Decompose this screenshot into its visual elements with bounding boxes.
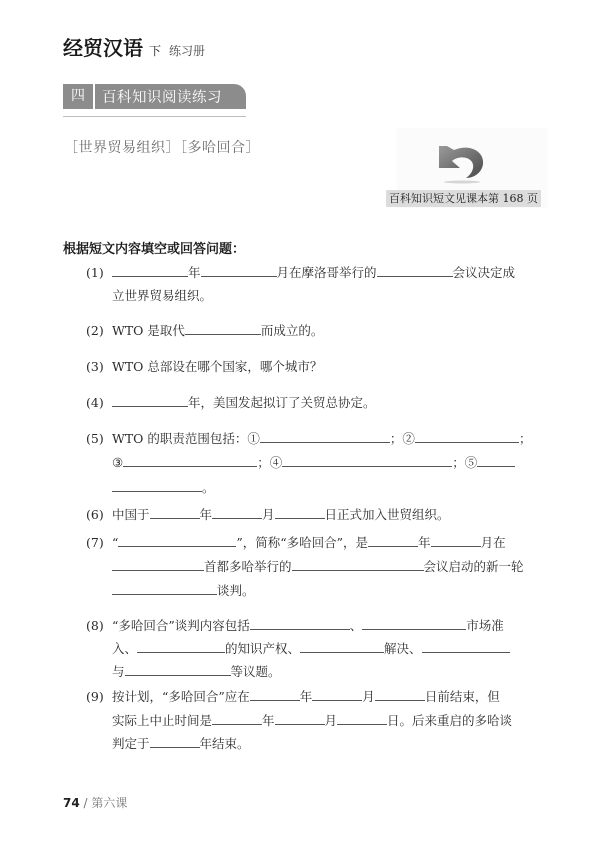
blank-field[interactable] — [185, 320, 261, 335]
blank-field[interactable] — [377, 262, 453, 277]
section-divider — [63, 116, 246, 117]
blank-field[interactable] — [118, 532, 236, 547]
question-text: 年 — [188, 265, 201, 280]
question-text: 年 — [418, 535, 431, 550]
question-index: (5) — [86, 431, 104, 446]
question-text: 按计划，“多哈回合”应在 — [112, 689, 250, 704]
book-header — [63, 32, 205, 61]
blank-field[interactable] — [422, 638, 510, 653]
question-8 — [86, 614, 504, 638]
question-text: 日前结束，但 — [424, 689, 500, 704]
blank-field[interactable] — [250, 615, 350, 630]
question-7 — [86, 531, 506, 555]
question-text: 年结束。 — [199, 736, 250, 751]
question-1-cont — [112, 284, 212, 308]
question-text: 立世界贸易组织。 — [112, 288, 213, 303]
book-title: 经贸汉语 — [63, 36, 143, 60]
blank-field[interactable] — [137, 638, 225, 653]
question-text: WTO 的职责范围包括：① — [112, 431, 260, 446]
question-2 — [86, 319, 323, 343]
question-text: 解决、 — [384, 641, 422, 656]
blank-field[interactable] — [150, 733, 200, 748]
book-volume: 下 — [149, 44, 162, 58]
question-index: (7) — [86, 535, 104, 550]
question-text: ；⑤ — [452, 455, 478, 470]
blank-field[interactable] — [477, 452, 515, 467]
blank-field[interactable] — [282, 452, 452, 467]
question-7-cont — [112, 555, 524, 579]
blank-field[interactable] — [362, 615, 466, 630]
question-index: (8) — [86, 618, 104, 633]
page-number: 74 — [63, 796, 80, 810]
blank-field[interactable] — [431, 532, 481, 547]
question-text: 年 — [299, 689, 313, 704]
question-9 — [86, 685, 500, 709]
question-text: 而成立的。 — [260, 323, 324, 338]
blank-field[interactable] — [250, 686, 300, 701]
question-text: 年 — [262, 713, 275, 728]
blank-field[interactable] — [337, 710, 387, 725]
blank-field[interactable] — [275, 710, 325, 725]
question-text: 实际上中止时间是 — [112, 713, 213, 728]
question-index: (1) — [86, 265, 104, 280]
question-index: (4) — [86, 395, 104, 410]
question-text: 判定于 — [112, 736, 150, 751]
blank-field[interactable] — [112, 556, 204, 571]
question-text: 的知识产权、 — [225, 641, 301, 656]
question-text: 月 — [324, 713, 338, 728]
question-7-cont2 — [112, 579, 255, 603]
question-text: WTO 是取代 — [112, 323, 185, 338]
blank-field[interactable] — [212, 504, 262, 519]
question-6 — [86, 503, 450, 527]
page-footer — [63, 794, 127, 811]
blank-field[interactable] — [112, 477, 202, 492]
question-5-cont2 — [112, 476, 215, 500]
question-text: 会议启动的新一轮 — [423, 559, 524, 574]
question-text: 年，美国发起拟订了关贸总协定。 — [188, 395, 376, 410]
blank-field[interactable] — [300, 638, 384, 653]
question-text: ”，简称“多哈回合”，是 — [236, 535, 369, 550]
book-subtitle: 练习册 — [169, 44, 206, 58]
blank-field[interactable] — [375, 686, 425, 701]
question-1 — [86, 261, 515, 285]
blank-field[interactable] — [275, 504, 325, 519]
topic-tags: ［世界贸易组织］［多哈回合］ — [64, 140, 260, 156]
question-index: (2) — [86, 323, 104, 338]
question-text: 首都多哈举行的 — [204, 559, 292, 574]
return-arrow-icon — [436, 142, 488, 184]
question-text: 会议决定成 — [452, 265, 516, 280]
question-text: ；④ — [257, 455, 283, 470]
question-text: 年 — [199, 507, 213, 522]
question-text: 等议题。 — [230, 664, 281, 679]
question-text: 月在摩洛哥举行的 — [276, 265, 377, 280]
section-heading — [63, 84, 246, 109]
question-9-cont — [112, 709, 512, 733]
question-text: 月 — [362, 689, 375, 704]
blank-field[interactable] — [112, 262, 188, 277]
question-index: (9) — [86, 689, 104, 704]
question-text: ； — [518, 431, 532, 446]
question-text: ；② — [389, 431, 415, 446]
question-text: 与 — [112, 664, 125, 679]
question-text: 中国于 — [112, 507, 150, 522]
reference-caption: 百科知识短文见课本第 168 页 — [386, 190, 541, 207]
blank-field[interactable] — [123, 452, 257, 467]
blank-field[interactable] — [368, 532, 418, 547]
question-text: 日。后来重启的多哈谈 — [387, 713, 513, 728]
footer-separator: / — [83, 796, 88, 810]
question-text: 月在 — [480, 535, 506, 550]
lesson-label: 第六课 — [91, 796, 128, 810]
blank-field[interactable] — [150, 504, 200, 519]
blank-field[interactable] — [312, 686, 362, 701]
blank-field[interactable] — [112, 580, 217, 595]
question-index: (6) — [86, 507, 104, 522]
question-4 — [86, 391, 376, 415]
blank-field[interactable] — [260, 428, 390, 443]
question-8-cont — [112, 637, 510, 661]
question-8-cont2 — [112, 660, 281, 684]
section-title: 百科知识阅读练习 — [102, 90, 222, 106]
blank-field[interactable] — [112, 392, 188, 407]
question-text: 月 — [262, 507, 275, 522]
blank-field[interactable] — [212, 710, 262, 725]
question-5 — [86, 427, 531, 451]
question-5-cont — [112, 451, 515, 475]
question-text: WTO 总部设在哪个国家，哪个城市？ — [112, 359, 323, 374]
question-text: 日正式加入世贸组织。 — [324, 507, 450, 522]
blank-field[interactable] — [292, 556, 424, 571]
question-3 — [86, 355, 322, 379]
question-text: “ — [112, 535, 119, 550]
question-text: “多哈回合”谈判内容包括 — [112, 618, 250, 633]
question-index: (3) — [86, 359, 104, 374]
instruction-heading: 根据短文内容填空或回答问题： — [63, 242, 246, 257]
question-text: 、 — [349, 618, 363, 633]
question-text: 谈判。 — [217, 583, 255, 598]
blank-field[interactable] — [201, 262, 277, 277]
question-text: 市场准 — [466, 618, 504, 633]
question-9-cont2 — [112, 732, 250, 756]
blank-field[interactable] — [415, 428, 519, 443]
question-text: ③ — [112, 455, 124, 470]
question-text: 。 — [202, 480, 215, 495]
section-number: 四 — [63, 84, 95, 109]
blank-field[interactable] — [125, 661, 231, 676]
question-text: 入、 — [112, 641, 138, 656]
